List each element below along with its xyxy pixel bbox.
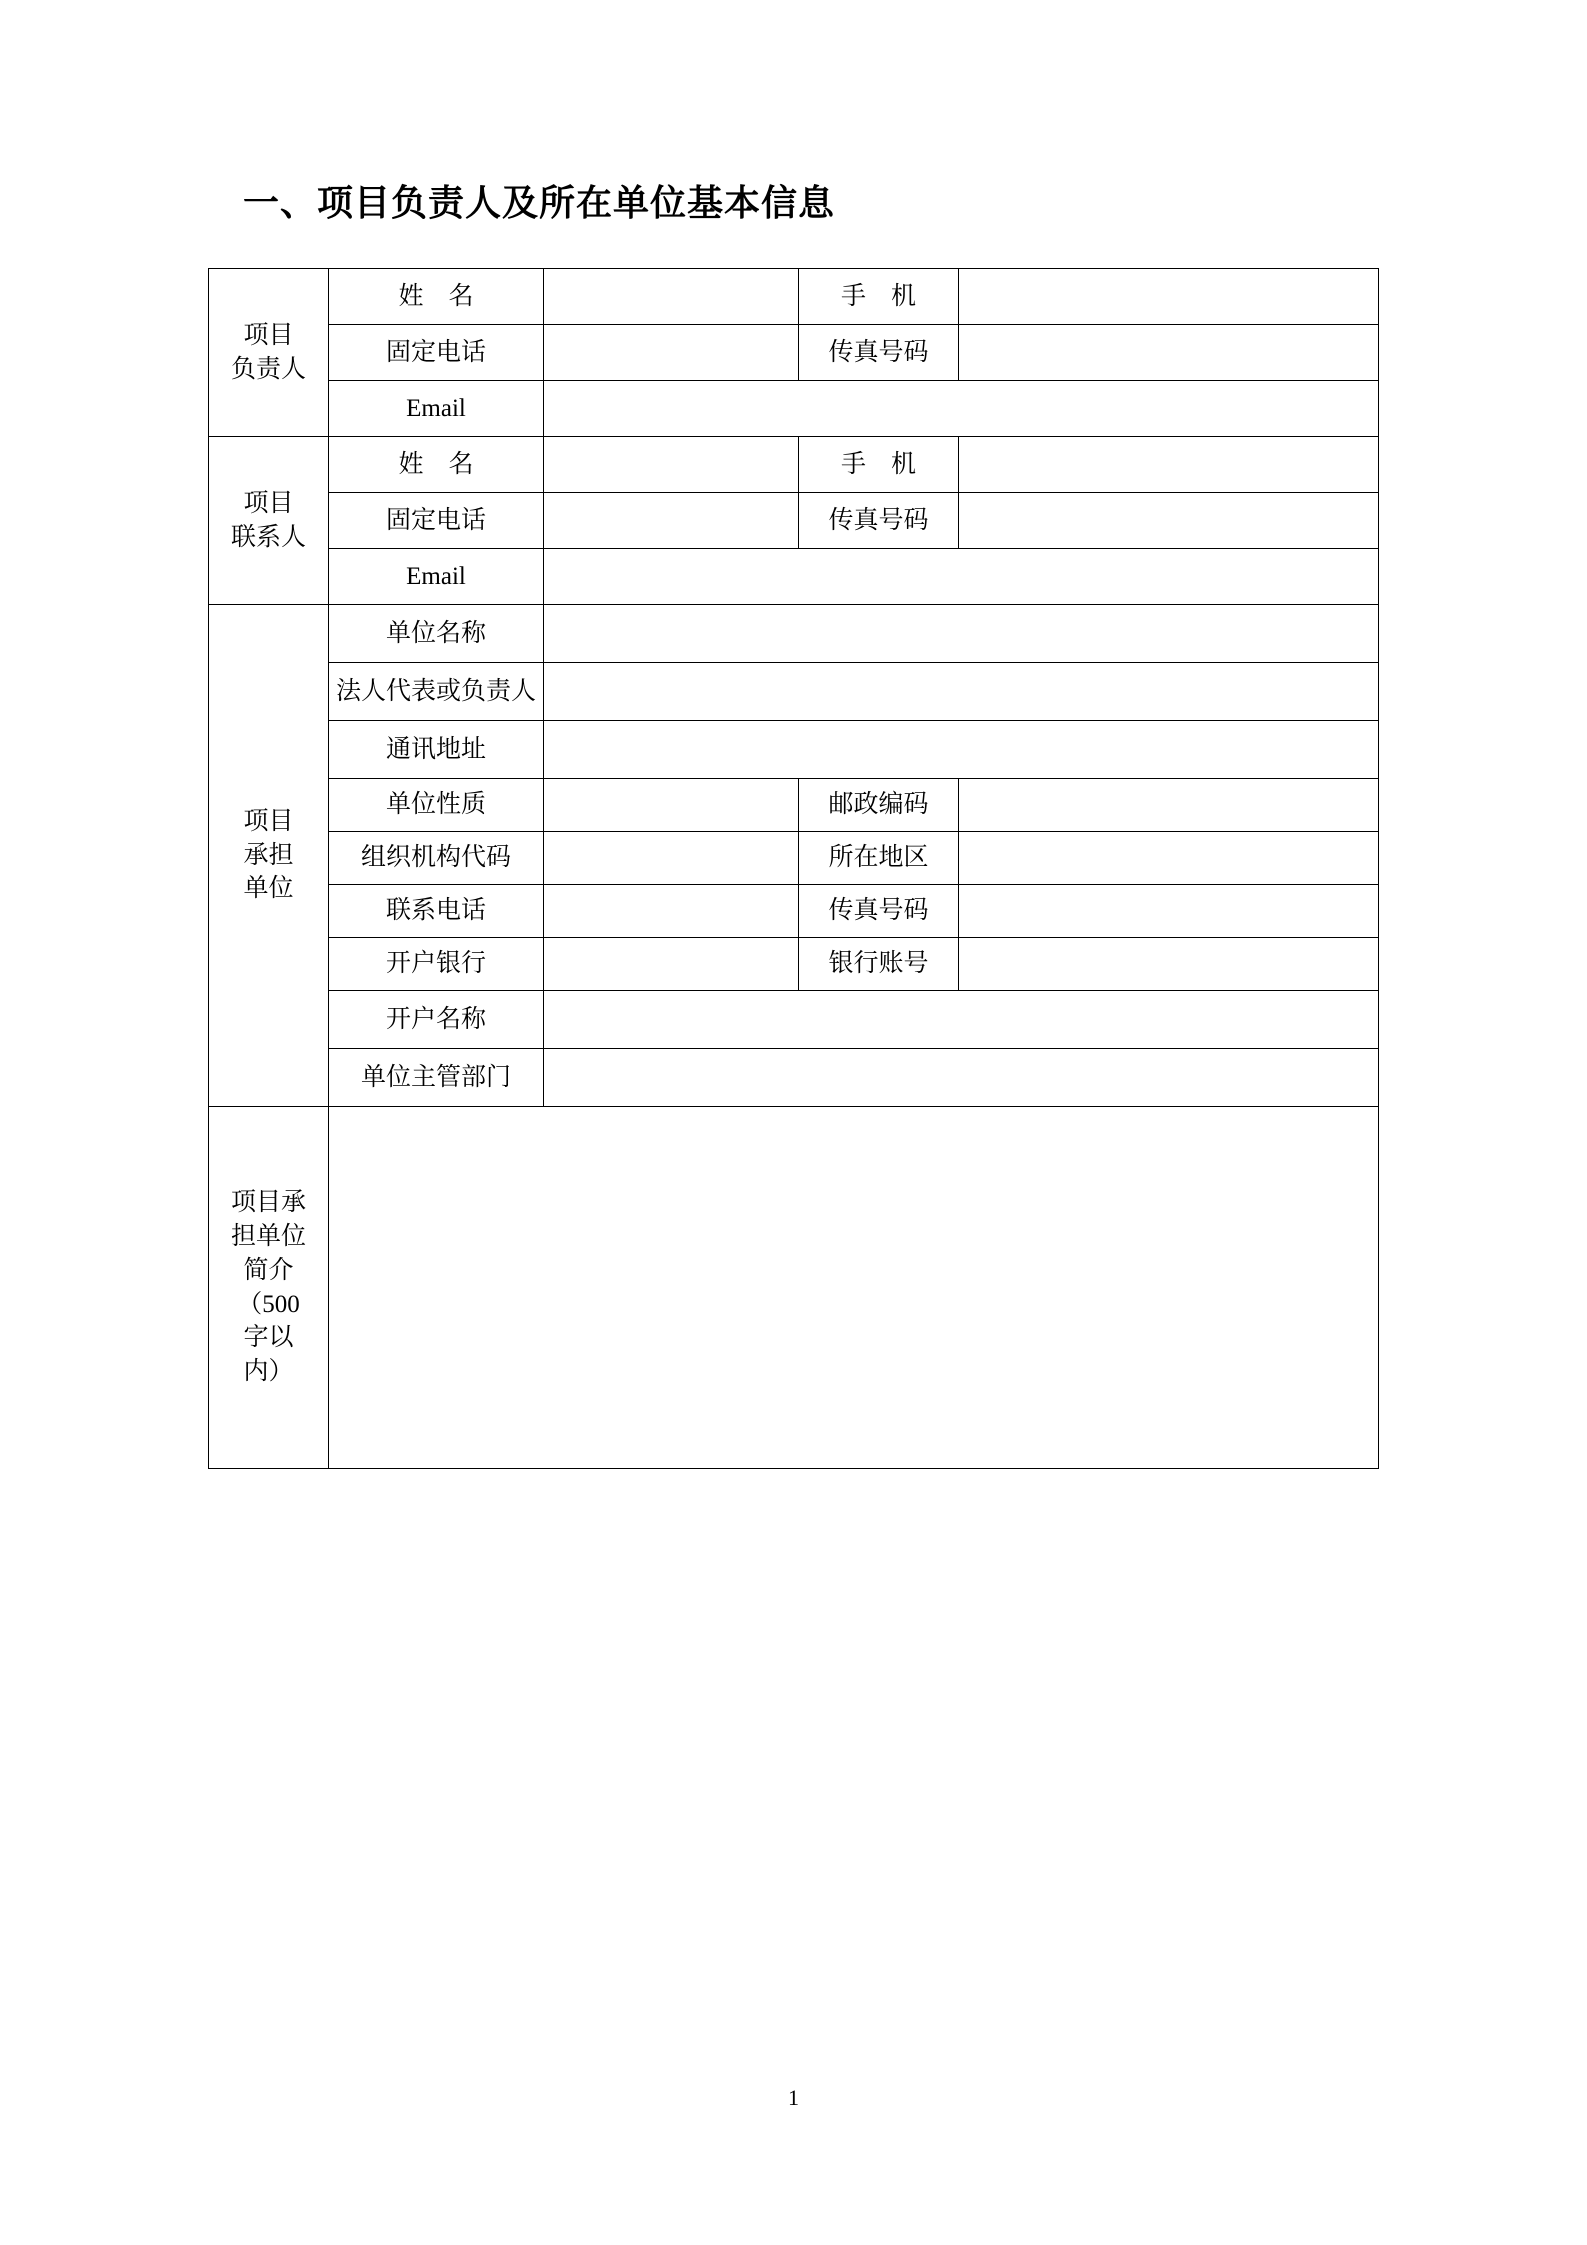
table-row [209,779,1379,832]
basic-info-form [208,268,1379,1469]
label-contact-mobile: 手 机 [799,437,959,493]
label-leader-name: 姓 名 [329,269,544,325]
table-row [209,605,1379,663]
field-account-name[interactable] [544,991,1379,1049]
field-bank-account[interactable] [959,938,1379,991]
label-unit-brief [209,1107,329,1469]
table-row [209,493,1379,549]
row-header-leader-line1: 项目 [243,321,294,349]
table-row [209,832,1379,885]
table-row [209,325,1379,381]
label-unit-brief-line3: 简介 [243,1256,294,1284]
label-unit-phone: 联系电话 [329,885,544,938]
row-header-leader-line2: 负责人 [230,355,306,383]
row-header-contact-line2: 联系人 [230,523,306,551]
table-row [209,549,1379,605]
label-unit-fax: 传真号码 [799,885,959,938]
label-mailing-address: 通讯地址 [329,721,544,779]
field-mailing-address[interactable] [544,721,1379,779]
field-region[interactable] [959,832,1379,885]
table-row [209,991,1379,1049]
row-header-unit-line3: 单位 [243,875,294,903]
table-row [209,885,1379,938]
label-unit-brief-line1: 项目承 [230,1189,306,1217]
label-unit-nature: 单位性质 [329,779,544,832]
label-unit-brief-line5: 字以 [243,1324,294,1352]
field-contact-fax[interactable] [959,493,1379,549]
table-row [209,938,1379,991]
field-legal-representative[interactable] [544,663,1379,721]
field-leader-email[interactable] [544,381,1379,437]
label-leader-fax: 传真号码 [799,325,959,381]
label-legal-representative: 法人代表或负责人 [329,663,544,721]
table-row [209,269,1379,325]
table-row [209,437,1379,493]
label-account-name: 开户名称 [329,991,544,1049]
field-contact-mobile[interactable] [959,437,1379,493]
table-row [209,381,1379,437]
row-header-unit-line1: 项目 [243,807,294,835]
label-contact-fax: 传真号码 [799,493,959,549]
page-number: 1 [788,2085,799,2110]
field-contact-phone[interactable] [544,493,799,549]
field-unit-brief[interactable] [329,1107,1379,1469]
row-header-contact-line1: 项目 [243,489,294,517]
field-unit-name[interactable] [544,605,1379,663]
label-org-code: 组织机构代码 [329,832,544,885]
field-unit-fax[interactable] [959,885,1379,938]
label-contact-email: Email [329,549,544,605]
label-leader-email: Email [329,381,544,437]
field-supervising-department[interactable] [544,1049,1379,1107]
row-header-unit-line2: 承担 [243,841,294,869]
row-header-contact [209,437,329,605]
label-unit-brief-line2: 担单位 [230,1223,306,1250]
field-contact-name[interactable] [544,437,799,493]
field-org-code[interactable] [544,832,799,885]
table-row [209,1049,1379,1107]
label-unit-name: 单位名称 [329,605,544,663]
field-postal-code[interactable] [959,779,1379,832]
row-header-unit [209,605,329,1107]
field-leader-fax[interactable] [959,325,1379,381]
label-region: 所在地区 [799,832,959,885]
label-unit-brief-line4: （500 [237,1290,300,1318]
label-supervising-department: 单位主管部门 [329,1049,544,1107]
table-row [209,663,1379,721]
table-row [209,1107,1379,1469]
field-contact-email[interactable] [544,549,1379,605]
row-header-leader [209,269,329,437]
label-bank-name: 开户银行 [329,938,544,991]
field-unit-phone[interactable] [544,885,799,938]
field-unit-nature[interactable] [544,779,799,832]
label-contact-phone: 固定电话 [329,493,544,549]
table-row [209,721,1379,779]
label-postal-code: 邮政编码 [799,779,959,832]
label-leader-phone: 固定电话 [329,325,544,381]
field-leader-phone[interactable] [544,325,799,381]
field-bank-name[interactable] [544,938,799,991]
label-bank-account: 银行账号 [799,938,959,991]
field-leader-mobile[interactable] [959,269,1379,325]
field-leader-name[interactable] [544,269,799,325]
page-title: 一、项目负责人及所在单位基本信息 [243,182,836,223]
label-leader-mobile: 手 机 [799,269,959,325]
label-contact-name: 姓 名 [329,437,544,493]
label-unit-brief-line6: 内） [243,1358,294,1385]
